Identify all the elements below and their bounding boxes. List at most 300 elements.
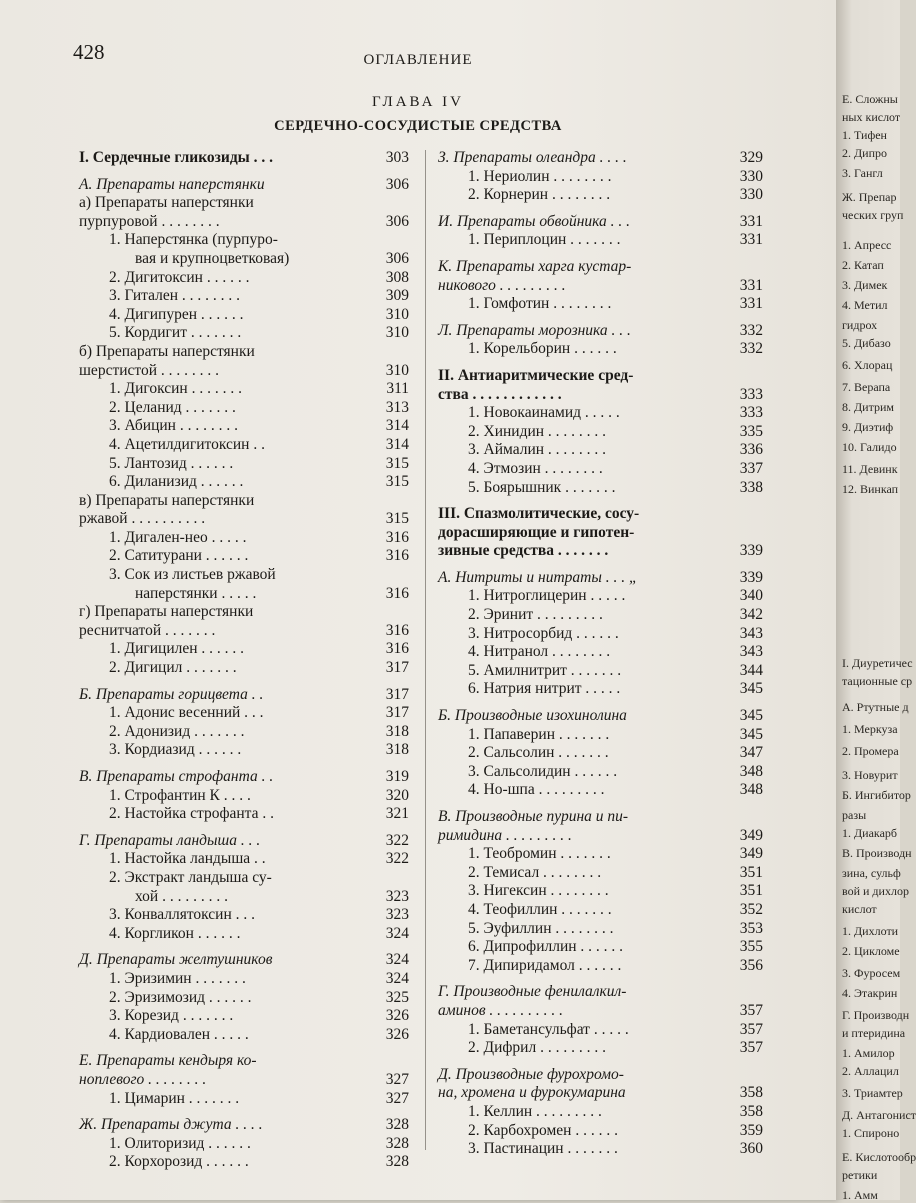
- toc-entry: [79, 269, 409, 288]
- toc-entry-title: 3. Кордиазид . . . . . .: [109, 741, 242, 759]
- toc-entry-title: римидина . . . . . . . . .: [438, 826, 572, 844]
- toc-entry-title: 2. Эризимозид . . . . . .: [109, 988, 252, 1006]
- toc-entry: [438, 763, 763, 782]
- toc-left-column: [79, 149, 409, 1172]
- toc-entry: [438, 168, 763, 187]
- toc-entry-title: 3. Аймалин . . . . . . . .: [468, 441, 607, 459]
- toc-entry-page: 351: [739, 863, 763, 881]
- toc-entry-title: 3. Абицин . . . . . . . .: [109, 417, 238, 435]
- toc-entry-page: 331: [739, 276, 763, 294]
- adjacent-page-fragment: I. Диуретичес: [842, 656, 913, 670]
- toc-entry-title: на, хромена и фурокумарина: [438, 1084, 626, 1102]
- toc-entry: [438, 680, 763, 699]
- toc-entry: [438, 441, 763, 460]
- toc-entry-page: 314: [385, 417, 409, 435]
- toc-entry-title: А. Нитриты и нитраты . . . „: [438, 568, 638, 586]
- toc-entry-title: 4. Кардиовален . . . . .: [109, 1025, 249, 1043]
- toc-entry: [79, 231, 409, 250]
- adjacent-page-fragment: и птеридина: [842, 1026, 906, 1040]
- toc-entry: [79, 455, 409, 474]
- toc-entry: [79, 869, 409, 888]
- adjacent-page-fragment: 1. Меркуза: [842, 722, 898, 736]
- toc-entry-page: 306: [385, 249, 409, 267]
- toc-entry: [438, 1103, 763, 1122]
- toc-entry-page: 338: [739, 478, 763, 496]
- adjacent-page-fragment: 2. Цикломе: [842, 944, 900, 958]
- toc-entry-title: 1. Гомфотин . . . . . . . .: [468, 295, 612, 313]
- toc-entry: [438, 404, 763, 423]
- toc-entry-title: 4. Но-шпа . . . . . . . . .: [468, 781, 605, 799]
- toc-entry-page: 345: [739, 725, 763, 743]
- toc-entry: [79, 399, 409, 418]
- adjacent-page-fragment: 7. Верапа: [842, 380, 891, 394]
- toc-entry-title: 3. Гитален . . . . . . . .: [109, 287, 241, 305]
- adjacent-page-fragment: А. Ртутные д: [842, 700, 909, 714]
- adjacent-page-fragment: Б. Ингибитор: [842, 788, 911, 802]
- toc-entry-title: 1. Цимарин . . . . . . .: [109, 1089, 240, 1107]
- toc-entry: [438, 1140, 763, 1159]
- toc-entry: [79, 1007, 409, 1026]
- toc-entry: [438, 827, 763, 846]
- toc-entry-title: 3. Нигексин . . . . . . . .: [468, 882, 609, 900]
- toc-entry: [79, 1090, 409, 1109]
- toc-entry-page: 343: [739, 643, 763, 661]
- adjacent-page-fragment: 6. Хлорац: [842, 358, 893, 372]
- toc-entry-title: 1. Корельборин . . . . . .: [468, 340, 617, 358]
- toc-entry-title: II. Антиаритмические сред-: [438, 366, 634, 384]
- toc-entry: [438, 744, 763, 763]
- adjacent-page-fragment: тационные ср: [842, 674, 913, 688]
- toc-entry-page: 306: [385, 175, 409, 193]
- toc-entry-title: зивные средства . . . . . . .: [438, 542, 609, 560]
- toc-entry-page: 323: [385, 906, 409, 924]
- adjacent-page-fragment: 11. Девинк: [842, 462, 898, 476]
- toc-entry-page: 348: [739, 781, 763, 799]
- toc-entry-page: 339: [739, 542, 763, 560]
- toc-entry-page: 324: [385, 969, 409, 987]
- toc-entry: [438, 707, 763, 726]
- toc-entry-page: 303: [385, 149, 409, 166]
- toc-entry: [438, 882, 763, 901]
- toc-entry-page: 355: [739, 938, 763, 956]
- toc-entry-page: 326: [385, 1025, 409, 1043]
- toc-entry: [79, 686, 409, 705]
- toc-entry: [79, 343, 409, 362]
- toc-entry-title: 1. Периплоцин . . . . . . .: [468, 231, 621, 249]
- toc-entry: [438, 587, 763, 606]
- adjacent-page-fragment: В. Производн: [842, 846, 912, 860]
- adjacent-page-fragment: 3. Триамтер: [842, 1086, 903, 1100]
- adjacent-page-edge: [836, 0, 916, 1202]
- toc-entry-page: 332: [739, 340, 763, 358]
- toc-entry-page: 327: [385, 1089, 409, 1107]
- toc-entry-title: 1. Нериолин . . . . . . . .: [468, 167, 612, 185]
- toc-entry: [79, 176, 409, 195]
- toc-entry-title: б) Препараты наперстянки: [79, 342, 255, 360]
- toc-entry-page: 343: [739, 624, 763, 642]
- toc-entry-title: 7. Дипиридамол . . . . . .: [468, 956, 622, 974]
- toc-entry-title: Г. Препараты ландыша . . .: [79, 831, 261, 849]
- toc-entry: [438, 1021, 763, 1040]
- toc-entry-title: 1. Дигицилен . . . . . .: [109, 640, 245, 658]
- toc-entry-title: 2. Темисал . . . . . . . .: [468, 863, 602, 881]
- toc-entry-page: 325: [385, 988, 409, 1006]
- toc-entry-page: 316: [385, 584, 409, 602]
- adjacent-page-fragment: зина, сульф: [842, 866, 901, 880]
- toc-entry-title: а) Препараты наперстянки: [79, 194, 254, 212]
- adjacent-page-fragment: ных кислот: [842, 110, 901, 124]
- toc-entry-title: 4. Дигипурен . . . . . .: [109, 305, 244, 323]
- adjacent-page-fragment: Е. Сложны: [842, 92, 898, 106]
- toc-entry: [79, 417, 409, 436]
- toc-entry: [438, 569, 763, 588]
- toc-entry-page: 330: [739, 167, 763, 185]
- toc-entry-page: 310: [385, 361, 409, 379]
- toc-entry-title: 3. Сок из листьев ржавой: [109, 566, 276, 584]
- toc-entry: [79, 585, 409, 604]
- toc-entry: [79, 1116, 409, 1135]
- toc-entry-title: 3. Сальсолидин . . . . . .: [468, 762, 618, 780]
- adjacent-page-fragment: Г. Производн: [842, 1008, 910, 1022]
- toc-entry-title: 1. Олиторизид . . . . . .: [109, 1134, 251, 1152]
- toc-entry-title: 2. Дигитоксин . . . . . .: [109, 268, 250, 286]
- toc-entry: [79, 805, 409, 824]
- adjacent-page-fragment: 12. Винкап: [842, 482, 899, 496]
- toc-entry: [438, 1122, 763, 1141]
- toc-entry: [79, 888, 409, 907]
- toc-entry: [438, 149, 763, 168]
- toc-entry-page: 310: [385, 305, 409, 323]
- toc-entry-page: 336: [739, 441, 763, 459]
- toc-entry-title: 1. Нитроглицерин . . . . .: [468, 587, 626, 605]
- toc-entry: [79, 768, 409, 787]
- toc-entry-title: 3. Корезид . . . . . . .: [109, 1007, 234, 1025]
- toc-entry-page: 310: [385, 324, 409, 342]
- toc-entry-page: 344: [739, 661, 763, 679]
- toc-entry-title: в) Препараты наперстянки: [79, 491, 255, 509]
- toc-entry-page: 315: [385, 473, 409, 491]
- toc-entry-title: 2. Дифрил . . . . . . . . .: [468, 1039, 606, 1057]
- toc-entry-page: 359: [739, 1121, 763, 1139]
- adjacent-page-fragment: 9. Диэтиф: [842, 420, 894, 434]
- toc-entry: [438, 983, 763, 1002]
- toc-entry: [79, 906, 409, 925]
- toc-entry: [438, 277, 763, 296]
- toc-entry: [79, 989, 409, 1008]
- toc-entry: [79, 1135, 409, 1154]
- toc-entry-title: А. Препараты наперстянки: [79, 175, 265, 193]
- toc-entry-title: 6. Диланизид . . . . . .: [109, 473, 244, 491]
- toc-entry-title: Л. Препараты морозника . . .: [438, 321, 631, 339]
- toc-entry: [79, 194, 409, 213]
- toc-entry-title: И. Препараты обвойника . . .: [438, 212, 631, 230]
- toc-entry: [79, 970, 409, 989]
- toc-entry-title: ноплевого . . . . . . . .: [79, 1070, 207, 1088]
- toc-entry-title: III. Спазмолитические, сосу-: [438, 505, 640, 523]
- toc-entry: [79, 704, 409, 723]
- toc-entry: [438, 920, 763, 939]
- adjacent-page-fragment: 1. Тифен: [842, 128, 887, 142]
- toc-entry: [438, 864, 763, 883]
- toc-entry-page: 326: [385, 1007, 409, 1025]
- adjacent-page-fragment: 1. Апресс: [842, 238, 892, 252]
- toc-entry-title: 4. Ацетилдигитоксин . .: [109, 435, 265, 453]
- toc-entry: [438, 386, 763, 405]
- adjacent-page-fragment: разы: [842, 808, 867, 822]
- adjacent-page-fragment: 1. Спироно: [842, 1126, 900, 1140]
- toc-entry-page: 352: [739, 900, 763, 918]
- toc-entry-title: вая и крупноцветковая): [135, 249, 290, 267]
- toc-entry-title: 2. Дигицил . . . . . . .: [109, 659, 237, 677]
- toc-entry-page: 331: [739, 231, 763, 249]
- adjacent-page-fragment: ческих груп: [842, 208, 904, 222]
- toc-entry-title: 2. Адонизид . . . . . . .: [109, 722, 245, 740]
- toc-entry: [79, 951, 409, 970]
- toc-entry-title: 5. Эуфиллин . . . . . . . .: [468, 919, 614, 937]
- adjacent-page-fragment: 3. Фуросем: [842, 966, 901, 980]
- toc-entry-page: 358: [739, 1102, 763, 1120]
- adjacent-page-fragment: 8. Дитрим: [842, 400, 895, 414]
- toc-entry-title: 4. Коргликон . . . . . .: [109, 924, 241, 942]
- adjacent-page-fragment: 3. Новурит: [842, 768, 898, 782]
- toc-entry-page: 329: [739, 149, 763, 166]
- toc-entry-title: 2. Настойка строфанта . .: [109, 805, 275, 823]
- toc-entry-title: Г. Производные фенилалкил-: [438, 983, 627, 1001]
- toc-entry: [438, 808, 763, 827]
- toc-entry: [438, 643, 763, 662]
- toc-entry: [438, 1039, 763, 1058]
- toc-entry: [438, 213, 763, 232]
- toc-entry-title: К. Препараты харга кустар-: [438, 257, 632, 275]
- toc-entry-title: 1. Настойка ландыша . .: [109, 850, 266, 868]
- adjacent-page-fragment: ретики: [842, 1168, 878, 1182]
- toc-entry: [438, 479, 763, 498]
- toc-entry-page: 353: [739, 919, 763, 937]
- adjacent-page-fragment: 2. Катап: [842, 258, 884, 272]
- toc-entry-title: ства . . . . . . . . . . . .: [438, 385, 562, 403]
- toc-entry-title: 2. Корнерин . . . . . . . .: [468, 186, 611, 204]
- toc-entry: [79, 149, 409, 168]
- toc-entry-title: 1. Дигален-нео . . . . .: [109, 528, 247, 546]
- toc-entry-title: Б. Препараты горицвета . .: [79, 685, 264, 703]
- toc-entry-title: 1. Наперстянка (пурпуро-: [109, 231, 278, 249]
- toc-entry: [79, 1026, 409, 1045]
- toc-entry-page: 313: [385, 398, 409, 416]
- toc-entry-title: дорасширяющие и гипотен-: [438, 523, 635, 541]
- toc-entry: [79, 1071, 409, 1090]
- toc-entry-page: 314: [385, 435, 409, 453]
- toc-entry-page: 333: [739, 385, 763, 403]
- toc-entry-page: 357: [739, 1001, 763, 1019]
- toc-entry: [79, 925, 409, 944]
- toc-entry-page: 360: [739, 1140, 763, 1158]
- toc-entry: [79, 362, 409, 381]
- toc-entry: [438, 322, 763, 341]
- adjacent-page-fragment: 1. Амм: [842, 1188, 878, 1202]
- toc-entry-title: Б. Производные изохинолина: [438, 707, 627, 725]
- toc-entry: [438, 367, 763, 386]
- adjacent-page-fragment: гидрох: [842, 318, 878, 332]
- toc-entry-title: 5. Кордигит . . . . . . .: [109, 324, 242, 342]
- toc-entry: [438, 505, 763, 524]
- adjacent-page-fragment: 2. Промера: [842, 744, 899, 758]
- toc-entry-title: Д. Препараты желтушников: [79, 951, 273, 969]
- toc-entry-page: 357: [739, 1020, 763, 1038]
- toc-entry-page: 321: [385, 805, 409, 823]
- toc-entry-page: 348: [739, 762, 763, 780]
- adjacent-page-fragment: 2. Дипро: [842, 146, 888, 160]
- toc-entry-page: 351: [739, 882, 763, 900]
- toc-entry: [79, 741, 409, 760]
- adjacent-page-fragment: 4. Метил: [842, 298, 888, 312]
- toc-entry: [438, 231, 763, 250]
- toc-entry: [438, 524, 763, 543]
- toc-entry-title: 2. Корхорозид . . . . . .: [109, 1153, 249, 1171]
- chapter-heading: ГЛАВА IV: [371, 94, 465, 110]
- toc-entry-title: 2. Целанид . . . . . . .: [109, 398, 236, 416]
- toc-entry-title: 1. Келлин . . . . . . . . .: [468, 1102, 602, 1120]
- toc-entry-title: 3. Нитросорбид . . . . . .: [468, 624, 619, 642]
- toc-entry-title: аминов . . . . . . . . . .: [438, 1001, 564, 1019]
- toc-entry-title: 2. Карбохромен . . . . . .: [468, 1121, 618, 1139]
- toc-entry-page: 337: [739, 459, 763, 477]
- toc-entry-page: 345: [739, 680, 763, 698]
- toc-entry-page: 328: [385, 1116, 409, 1134]
- toc-entry: [438, 938, 763, 957]
- toc-entry-title: Ж. Препараты джута . . . .: [79, 1116, 263, 1134]
- toc-entry-page: 328: [385, 1153, 409, 1171]
- toc-entry: [438, 1066, 763, 1085]
- toc-entry-page: 333: [739, 404, 763, 422]
- toc-entry: [79, 603, 409, 622]
- page-number: 428: [73, 40, 105, 64]
- toc-entry: [79, 1153, 409, 1172]
- toc-entry-page: 324: [385, 924, 409, 942]
- toc-entry-page: 319: [385, 768, 409, 785]
- toc-entry: [79, 436, 409, 455]
- toc-entry-title: 1. Адонис весенний . . .: [109, 704, 264, 722]
- toc-entry-page: 339: [739, 568, 763, 586]
- toc-entry: [79, 787, 409, 806]
- toc-entry-page: 317: [385, 704, 409, 722]
- toc-entry-title: шерстистой . . . . . . . .: [79, 361, 220, 379]
- toc-entry: [438, 625, 763, 644]
- toc-entry: [79, 1052, 409, 1071]
- toc-entry-title: хой . . . . . . . . .: [135, 887, 228, 905]
- toc-entry-title: 6. Дипрофиллин . . . . . .: [468, 938, 624, 956]
- toc-entry-title: 1. Баметансульфат . . . . .: [468, 1020, 629, 1038]
- adjacent-page-fragment: вой и дихлор: [842, 884, 909, 898]
- toc-entry-page: 330: [739, 186, 763, 204]
- toc-entry-page: 347: [739, 744, 763, 762]
- toc-entry-title: З. Препараты олеандра . . . .: [438, 149, 627, 166]
- adjacent-page-fragment: 10. Галидо: [842, 440, 897, 454]
- toc-entry: [438, 726, 763, 745]
- toc-entry-page: 332: [739, 321, 763, 339]
- toc-entry-page: 317: [385, 685, 409, 703]
- adjacent-page-fragment: 1. Диакарб: [842, 826, 898, 840]
- toc-entry-page: 357: [739, 1039, 763, 1057]
- toc-entry: [438, 295, 763, 314]
- toc-entry: [438, 901, 763, 920]
- toc-entry: [79, 324, 409, 343]
- toc-entry: [79, 492, 409, 511]
- toc-entry: [79, 250, 409, 269]
- toc-entry-page: 317: [385, 659, 409, 677]
- toc-entry-page: 331: [739, 212, 763, 230]
- toc-entry-title: 2. Сальсолин . . . . . . .: [468, 744, 609, 762]
- toc-entry-page: 316: [385, 547, 409, 565]
- toc-entry: [438, 845, 763, 864]
- toc-entry-page: 306: [385, 212, 409, 230]
- toc-entry-page: 358: [739, 1084, 763, 1102]
- adjacent-page-fragment: кислот: [842, 902, 877, 916]
- toc-entry: [438, 662, 763, 681]
- toc-entry-title: реснитчатой . . . . . . .: [79, 621, 216, 639]
- adjacent-page-fragment: 3. Гангл: [842, 166, 883, 180]
- toc-entry: [438, 423, 763, 442]
- toc-entry-title: 5. Боярышник . . . . . . .: [468, 478, 616, 496]
- toc-entry: [438, 1002, 763, 1021]
- toc-entry-page: 311: [386, 380, 409, 398]
- toc-entry: [438, 1084, 763, 1103]
- toc-right-column: [438, 149, 763, 1159]
- toc-entry: [438, 340, 763, 359]
- toc-entry-page: 315: [385, 454, 409, 472]
- toc-entry-title: г) Препараты наперстянки: [79, 603, 254, 621]
- toc-entry-page: 324: [385, 951, 409, 969]
- adjacent-page-fragment: Д. Антагонист: [842, 1108, 916, 1122]
- toc-entry-title: В. Препараты строфанта . .: [79, 768, 274, 785]
- toc-entry-title: 3. Пастинацин . . . . . . .: [468, 1140, 618, 1158]
- toc-entry: [438, 606, 763, 625]
- toc-entry-title: 2. Экстракт ландыша су-: [109, 868, 272, 886]
- toc-entry-page: 331: [739, 295, 763, 313]
- toc-entry-page: 323: [385, 887, 409, 905]
- toc-entry-page: 308: [385, 268, 409, 286]
- toc-entry-title: 4. Теофиллин . . . . . . .: [468, 900, 612, 918]
- column-divider: [425, 150, 426, 1150]
- toc-entry-page: 340: [739, 587, 763, 605]
- adjacent-page-fragment: 1. Амилор: [842, 1046, 895, 1060]
- toc-entry: [79, 566, 409, 585]
- toc-entry-title: наперстянки . . . . .: [135, 584, 257, 602]
- adjacent-page-fragment: Ж. Препар: [842, 190, 897, 204]
- toc-entry: [438, 781, 763, 800]
- toc-entry: [438, 258, 763, 277]
- toc-entry-page: 316: [385, 621, 409, 639]
- toc-entry-title: 2. Сатитурани . . . . . .: [109, 547, 249, 565]
- toc-entry-title: 1. Новокаинамид . . . . .: [468, 404, 620, 422]
- toc-entry: [79, 306, 409, 325]
- toc-entry-page: 356: [739, 956, 763, 974]
- toc-entry: [438, 186, 763, 205]
- toc-entry-page: 322: [385, 831, 409, 849]
- toc-entry-page: 316: [385, 640, 409, 658]
- toc-entry-title: 5. Лантозид . . . . . .: [109, 454, 234, 472]
- toc-entry: [438, 460, 763, 479]
- toc-entry-title: 1. Теобромин . . . . . . .: [468, 845, 611, 863]
- toc-entry: [79, 213, 409, 232]
- running-head: ОГЛАВЛЕНИЕ: [363, 52, 473, 68]
- toc-entry-title: 5. Амилнитрит . . . . . . .: [468, 661, 622, 679]
- toc-entry-title: 4. Нитранол . . . . . . . .: [468, 643, 611, 661]
- toc-entry: [79, 510, 409, 529]
- toc-entry-title: 2. Эринит . . . . . . . . .: [468, 606, 603, 624]
- toc-entry-title: Д. Производные фурохромо-: [438, 1065, 624, 1083]
- toc-entry-title: 2. Хинидин . . . . . . . .: [468, 422, 607, 440]
- toc-entry: [79, 547, 409, 566]
